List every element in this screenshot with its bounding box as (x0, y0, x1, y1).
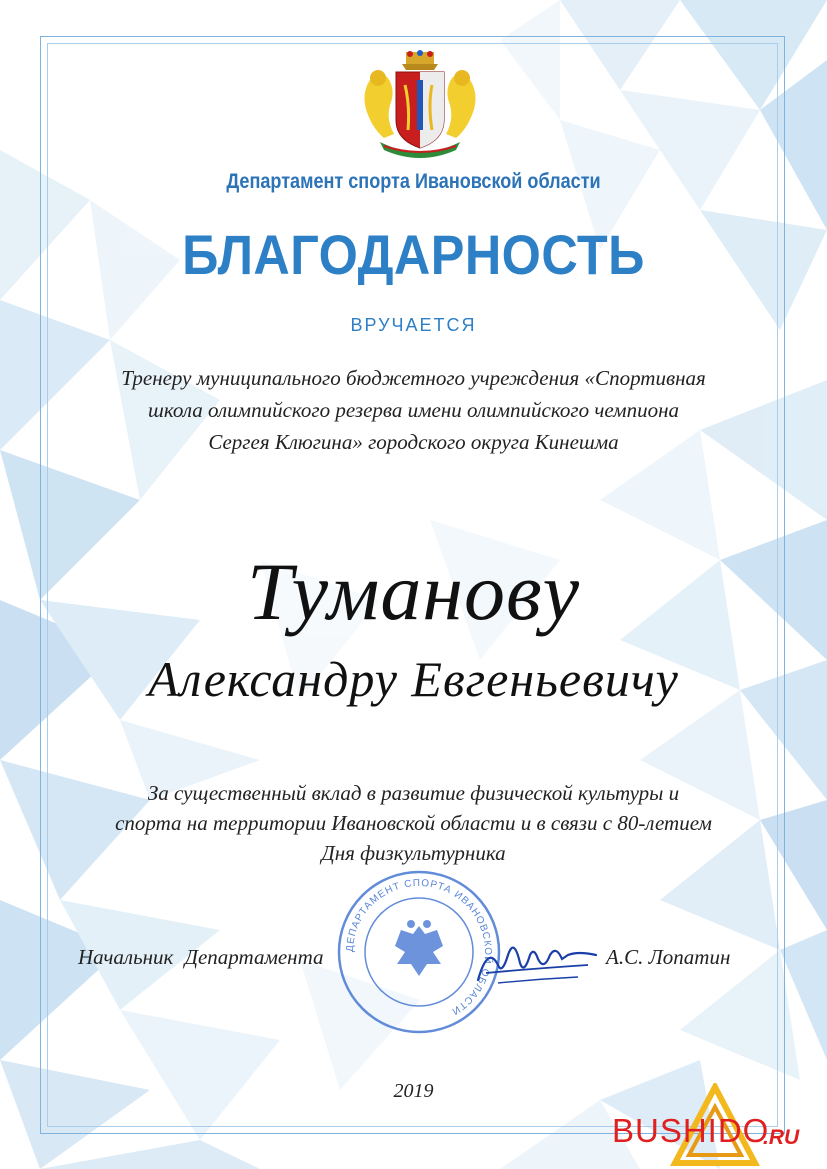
award-reason (70, 778, 757, 868)
award-reason-line: За существенный вклад в развитие физической культуры и (147, 781, 680, 805)
recipient-position (70, 362, 757, 458)
signatory-position: Начальник Департамента (78, 945, 324, 969)
department-name: Департамент спорта Ивановской области (226, 170, 601, 193)
recipient-surname: Туманову (247, 546, 580, 637)
award-reason-line: Дня физкультурника (321, 841, 506, 865)
recipient-given-name: Александру Евгеньевичу (148, 651, 679, 707)
recipient-position-line: Сергея Клюгина» городского округа Кинешма (208, 430, 619, 454)
document-year: 2019 (393, 1080, 434, 1102)
award-reason-line: спорта на территории Ивановской области и в связи с 80-летием (115, 811, 712, 835)
awarded-label: ВРУЧАЕТСЯ (350, 315, 477, 335)
stamp-text: ДЕПАРТАМЕНТ СПОРТА ИВАНОВСКОЙ ОБЛАСТИ (344, 877, 494, 1017)
watermark-domain: .RU (763, 1126, 800, 1149)
ivanovo-oblast-coat-of-arms-icon (350, 50, 490, 162)
handwritten-signature (468, 925, 608, 995)
signatory-name: А.С. Лопатин (606, 945, 731, 969)
watermark-brand: BUSHIDO (612, 1112, 770, 1149)
recipient-position-line: школа олимпийского резерва имени олимпийского чемпиона (148, 398, 679, 422)
document-title: БЛАГОДАРНОСТЬ (182, 223, 645, 286)
recipient-position-line: Тренеру муниципального бюджетного учреждения «Спортивная (121, 366, 706, 390)
